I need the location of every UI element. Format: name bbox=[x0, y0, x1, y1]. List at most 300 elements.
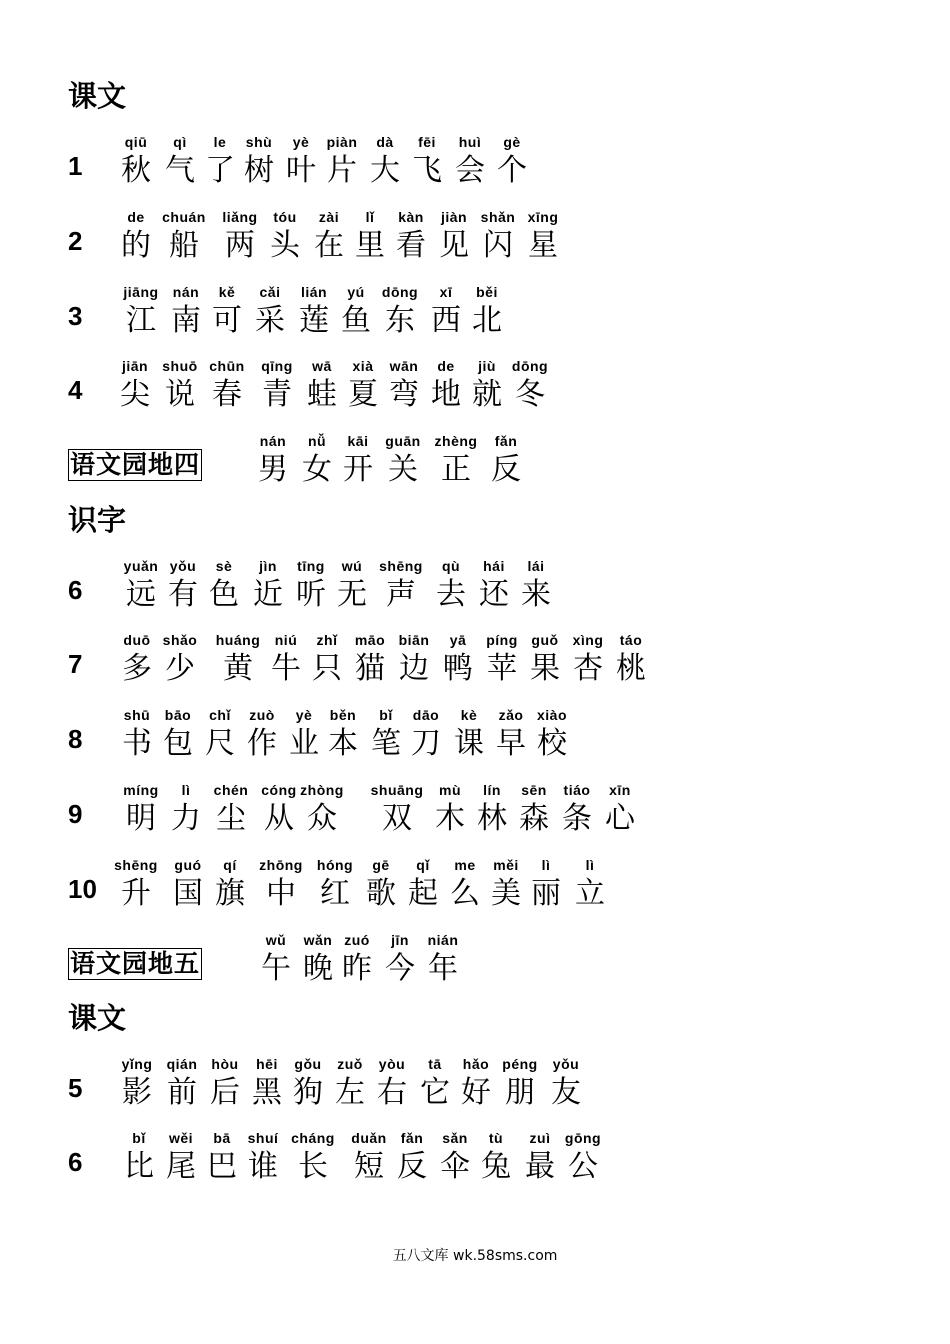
hanzi: 晚 bbox=[303, 951, 333, 986]
pinyin: xīn bbox=[609, 782, 631, 798]
hanzi: 力 bbox=[171, 801, 201, 836]
hanzi: 两 bbox=[225, 228, 255, 263]
hanzi: 它 bbox=[420, 1075, 450, 1110]
hanzi: 北 bbox=[472, 303, 502, 338]
pinyin: wǔ bbox=[265, 932, 287, 948]
hanzi: 弯 bbox=[389, 377, 419, 412]
pinyin: kàn bbox=[398, 209, 424, 225]
pinyin: gǒu bbox=[294, 1056, 322, 1072]
pinyin: hēi bbox=[256, 1056, 278, 1072]
hanzi: 片 bbox=[327, 153, 357, 188]
hanzi: 条 bbox=[562, 801, 592, 836]
hanzi: 春 bbox=[212, 377, 242, 412]
pinyin: zuì bbox=[529, 1130, 551, 1146]
hanzi: 好 bbox=[461, 1075, 491, 1110]
hanzi: 鱼 bbox=[341, 303, 371, 338]
hanzi: 男 bbox=[258, 452, 288, 487]
hanzi: 的 bbox=[121, 228, 151, 263]
lesson-row bbox=[0, 282, 950, 342]
pinyin: zài bbox=[318, 209, 340, 225]
hanzi: 地 bbox=[431, 377, 461, 412]
character-cell bbox=[513, 207, 573, 265]
hanzi: 猫 bbox=[355, 651, 385, 686]
pinyin: hóng bbox=[316, 857, 354, 873]
pinyin: chūn bbox=[209, 358, 245, 374]
hanzi: 业 bbox=[289, 726, 319, 761]
pinyin: běn bbox=[329, 707, 357, 723]
pinyin: chén bbox=[213, 782, 249, 798]
pinyin: yǒu bbox=[169, 558, 197, 574]
pinyin: jìn bbox=[259, 558, 277, 574]
pinyin: hái bbox=[483, 558, 505, 574]
character-cell bbox=[590, 780, 650, 838]
hanzi: 刀 bbox=[411, 726, 441, 761]
pinyin: guó bbox=[174, 857, 202, 873]
hanzi: 影 bbox=[122, 1075, 152, 1110]
lesson-row bbox=[0, 1128, 950, 1188]
pinyin: cóng bbox=[261, 782, 297, 798]
hanzi: 后 bbox=[210, 1075, 240, 1110]
hanzi: 林 bbox=[477, 801, 507, 836]
pinyin: biān bbox=[398, 632, 430, 648]
pinyin: qiū bbox=[124, 134, 148, 150]
hanzi: 船 bbox=[169, 228, 199, 263]
hanzi: 杏 bbox=[573, 651, 603, 686]
pinyin: wǎn bbox=[303, 932, 333, 948]
pinyin: lì bbox=[585, 857, 595, 873]
pinyin: niú bbox=[274, 632, 298, 648]
hanzi: 兔 bbox=[481, 1149, 511, 1184]
lesson-row bbox=[0, 780, 950, 840]
pinyin: qì bbox=[173, 134, 187, 150]
hanzi: 狗 bbox=[293, 1075, 323, 1110]
hanzi: 叶 bbox=[286, 153, 316, 188]
hanzi: 明 bbox=[126, 801, 156, 836]
hanzi: 桃 bbox=[616, 651, 646, 686]
pinyin: xīng bbox=[527, 209, 559, 225]
pinyin: péng bbox=[502, 1056, 538, 1072]
hanzi: 近 bbox=[253, 577, 283, 612]
hanzi: 友 bbox=[551, 1075, 581, 1110]
hanzi: 公 bbox=[568, 1149, 598, 1184]
pinyin: shū bbox=[123, 707, 151, 723]
hanzi: 美 bbox=[491, 876, 521, 911]
character-cell bbox=[482, 132, 542, 190]
character-cell bbox=[150, 630, 210, 688]
hanzi: 女 bbox=[302, 452, 332, 487]
hanzi: 莲 bbox=[299, 303, 329, 338]
hanzi: 来 bbox=[521, 577, 551, 612]
pinyin: píng bbox=[486, 632, 518, 648]
pinyin: shuō bbox=[162, 358, 198, 374]
pinyin: nán bbox=[172, 284, 200, 300]
character-cell bbox=[601, 630, 661, 688]
pinyin: lái bbox=[527, 558, 545, 574]
hanzi: 闪 bbox=[483, 228, 513, 263]
pinyin: dōng bbox=[381, 284, 419, 300]
hanzi: 众 bbox=[307, 801, 337, 836]
character-cell bbox=[536, 1054, 596, 1112]
pinyin: yòu bbox=[378, 1056, 406, 1072]
pinyin: yā bbox=[449, 632, 467, 648]
pinyin: cǎi bbox=[259, 284, 281, 300]
hanzi: 冬 bbox=[515, 377, 545, 412]
pinyin: tóu bbox=[273, 209, 297, 225]
pinyin: zuó bbox=[344, 932, 370, 948]
hanzi: 多 bbox=[122, 651, 152, 686]
section-heading: 课文 bbox=[68, 1001, 127, 1035]
pinyin: tiáo bbox=[563, 782, 591, 798]
pinyin: nǚ bbox=[307, 433, 327, 449]
hanzi: 少 bbox=[165, 651, 195, 686]
hanzi: 长 bbox=[298, 1149, 328, 1184]
pinyin: kāi bbox=[347, 433, 369, 449]
hanzi: 色 bbox=[209, 577, 239, 612]
pinyin: fǎn bbox=[494, 433, 518, 449]
character-cell bbox=[506, 556, 566, 614]
hanzi: 去 bbox=[436, 577, 466, 612]
hanzi: 最 bbox=[525, 1149, 555, 1184]
pinyin: měi bbox=[493, 857, 519, 873]
pinyin: qí bbox=[223, 857, 237, 873]
pinyin: tīng bbox=[297, 558, 325, 574]
pinyin: guān bbox=[385, 433, 421, 449]
pinyin: qù bbox=[441, 558, 461, 574]
character-cell bbox=[500, 356, 560, 414]
hanzi: 头 bbox=[270, 228, 300, 263]
pinyin: dà bbox=[376, 134, 394, 150]
hanzi: 升 bbox=[121, 876, 151, 911]
pinyin: zǎo bbox=[498, 707, 524, 723]
hanzi: 只 bbox=[312, 651, 342, 686]
pinyin: duō bbox=[123, 632, 151, 648]
character-cell bbox=[522, 705, 582, 763]
pinyin: bǐ bbox=[132, 1130, 146, 1146]
hanzi: 朋 bbox=[505, 1075, 535, 1110]
hanzi: 夏 bbox=[348, 377, 378, 412]
boxed-section-label: 语文园地五 bbox=[70, 949, 201, 978]
pinyin: dōng bbox=[511, 358, 549, 374]
pinyin: lín bbox=[483, 782, 501, 798]
hanzi: 黑 bbox=[252, 1075, 282, 1110]
pinyin: lǐ bbox=[365, 209, 375, 225]
hanzi: 边 bbox=[399, 651, 429, 686]
hanzi: 飞 bbox=[412, 153, 442, 188]
pinyin: zhèng bbox=[434, 433, 478, 449]
section-label-row bbox=[0, 930, 950, 990]
hanzi: 前 bbox=[167, 1075, 197, 1110]
section-heading: 课文 bbox=[68, 79, 127, 113]
boxed-section-label: 语文园地四 bbox=[70, 450, 201, 479]
pinyin: míng bbox=[123, 782, 159, 798]
character-cell bbox=[106, 855, 166, 913]
pinyin: māo bbox=[354, 632, 386, 648]
pinyin: le bbox=[213, 134, 227, 150]
pinyin: qián bbox=[166, 1056, 198, 1072]
hanzi: 谁 bbox=[248, 1149, 278, 1184]
hanzi: 蛙 bbox=[307, 377, 337, 412]
pinyin: guǒ bbox=[531, 632, 559, 648]
hanzi: 包 bbox=[163, 726, 193, 761]
hanzi: 江 bbox=[126, 303, 156, 338]
pinyin: wěi bbox=[168, 1130, 194, 1146]
pinyin: kě bbox=[218, 284, 236, 300]
lesson-number: 4 bbox=[68, 375, 83, 405]
pinyin: duǎn bbox=[351, 1130, 387, 1146]
hanzi: 尘 bbox=[216, 801, 246, 836]
character-cell bbox=[413, 930, 473, 988]
pinyin: lì bbox=[541, 857, 551, 873]
hanzi: 红 bbox=[320, 876, 350, 911]
hanzi: 旗 bbox=[215, 876, 245, 911]
pinyin: chǐ bbox=[209, 707, 231, 723]
pinyin: me bbox=[454, 857, 476, 873]
character-cell bbox=[560, 855, 620, 913]
hanzi: 今 bbox=[385, 951, 415, 986]
hanzi: 会 bbox=[455, 153, 485, 188]
pinyin: wān bbox=[389, 358, 419, 374]
hanzi: 有 bbox=[168, 577, 198, 612]
hanzi: 双 bbox=[382, 801, 412, 836]
hanzi: 里 bbox=[355, 228, 385, 263]
lesson-number: 2 bbox=[68, 226, 83, 256]
pinyin: yǐng bbox=[121, 1056, 153, 1072]
pinyin: tā bbox=[428, 1056, 442, 1072]
character-cell bbox=[251, 855, 311, 913]
character-cell bbox=[154, 207, 214, 265]
hanzi: 南 bbox=[171, 303, 201, 338]
lesson-number: 6 bbox=[68, 1147, 83, 1177]
pinyin: sēn bbox=[521, 782, 547, 798]
lesson-row bbox=[0, 855, 950, 915]
lesson-number: 10 bbox=[68, 874, 97, 904]
hanzi: 歌 bbox=[366, 876, 396, 911]
pinyin: zuǒ bbox=[337, 1056, 363, 1072]
pinyin: shēng bbox=[114, 857, 158, 873]
hanzi: 可 bbox=[212, 303, 242, 338]
hanzi: 作 bbox=[247, 726, 277, 761]
pinyin: yú bbox=[347, 284, 365, 300]
pinyin: jiàn bbox=[440, 209, 468, 225]
hanzi: 苹 bbox=[487, 651, 517, 686]
lesson-row bbox=[0, 207, 950, 267]
pinyin: zhòng bbox=[300, 782, 344, 798]
hanzi: 牛 bbox=[271, 651, 301, 686]
hanzi: 年 bbox=[428, 951, 458, 986]
hanzi: 立 bbox=[575, 876, 605, 911]
pinyin: dāo bbox=[412, 707, 440, 723]
hanzi: 就 bbox=[472, 377, 502, 412]
pinyin: shǎn bbox=[480, 209, 516, 225]
hanzi: 午 bbox=[261, 951, 291, 986]
hanzi: 伞 bbox=[440, 1149, 470, 1184]
pinyin: jiān bbox=[121, 358, 149, 374]
pinyin: hòu bbox=[211, 1056, 239, 1072]
pinyin: jiāng bbox=[123, 284, 159, 300]
hanzi: 个 bbox=[497, 153, 527, 188]
hanzi: 书 bbox=[122, 726, 152, 761]
pinyin: táo bbox=[619, 632, 643, 648]
pinyin: zhǐ bbox=[316, 632, 338, 648]
pinyin: de bbox=[437, 358, 455, 374]
pinyin: gē bbox=[372, 857, 390, 873]
lesson-number: 5 bbox=[68, 1073, 83, 1103]
hanzi: 声 bbox=[386, 577, 416, 612]
pinyin: fǎn bbox=[400, 1130, 424, 1146]
lesson-number: 8 bbox=[68, 724, 83, 754]
pinyin: qīng bbox=[261, 358, 293, 374]
hanzi: 远 bbox=[126, 577, 156, 612]
pinyin: wú bbox=[341, 558, 363, 574]
pinyin: yǒu bbox=[552, 1056, 580, 1072]
lesson-number: 9 bbox=[68, 799, 83, 829]
pinyin: lián bbox=[300, 284, 328, 300]
pinyin: qǐ bbox=[416, 857, 430, 873]
character-cell bbox=[553, 1128, 613, 1186]
hanzi: 尖 bbox=[120, 377, 150, 412]
character-cell bbox=[373, 431, 433, 489]
hanzi: 校 bbox=[537, 726, 567, 761]
hanzi: 起 bbox=[408, 876, 438, 911]
hanzi: 无 bbox=[337, 577, 367, 612]
footer-watermark: 五八文库 wk.58sms.com bbox=[392, 1248, 558, 1264]
lesson-number: 3 bbox=[68, 301, 83, 331]
hanzi: 关 bbox=[388, 452, 418, 487]
hanzi: 说 bbox=[165, 377, 195, 412]
section-heading: 识字 bbox=[68, 503, 127, 537]
hanzi: 正 bbox=[441, 452, 471, 487]
lesson-row bbox=[0, 630, 950, 690]
hanzi: 采 bbox=[255, 303, 285, 338]
lesson-row bbox=[0, 1054, 950, 1114]
hanzi: 从 bbox=[264, 801, 294, 836]
pinyin: zuò bbox=[249, 707, 275, 723]
pinyin: huì bbox=[458, 134, 482, 150]
hanzi: 笔 bbox=[371, 726, 401, 761]
hanzi: 东 bbox=[385, 303, 415, 338]
hanzi: 在 bbox=[314, 228, 344, 263]
pinyin: xiào bbox=[536, 707, 567, 723]
hanzi: 看 bbox=[396, 228, 426, 263]
hanzi: 昨 bbox=[342, 951, 372, 986]
lesson-number: 6 bbox=[68, 575, 83, 605]
pinyin: bāo bbox=[164, 707, 192, 723]
hanzi: 大 bbox=[370, 153, 400, 188]
hanzi: 本 bbox=[328, 726, 358, 761]
hanzi: 课 bbox=[454, 726, 484, 761]
pinyin: shuāng bbox=[370, 782, 424, 798]
character-cell bbox=[283, 1128, 343, 1186]
pinyin: tù bbox=[488, 1130, 504, 1146]
pinyin: shēng bbox=[379, 558, 423, 574]
pinyin: de bbox=[127, 209, 145, 225]
pinyin: xìng bbox=[572, 632, 604, 648]
character-cell bbox=[292, 780, 352, 838]
hanzi: 么 bbox=[450, 876, 480, 911]
pinyin: yè bbox=[295, 707, 313, 723]
hanzi: 比 bbox=[124, 1149, 154, 1184]
hanzi: 还 bbox=[479, 577, 509, 612]
hanzi: 木 bbox=[435, 801, 465, 836]
character-cell bbox=[476, 431, 536, 489]
pinyin: shǎo bbox=[162, 632, 198, 648]
hanzi: 果 bbox=[530, 651, 560, 686]
pinyin: gè bbox=[503, 134, 521, 150]
lesson-row bbox=[0, 556, 950, 616]
lesson-number: 7 bbox=[68, 649, 83, 679]
hanzi: 秋 bbox=[121, 153, 151, 188]
hanzi: 尾 bbox=[166, 1149, 196, 1184]
hanzi: 心 bbox=[605, 801, 635, 836]
hanzi: 中 bbox=[266, 876, 296, 911]
lesson-row bbox=[0, 705, 950, 765]
hanzi: 反 bbox=[397, 1149, 427, 1184]
hanzi: 早 bbox=[496, 726, 526, 761]
pinyin: jiù bbox=[478, 358, 496, 374]
pinyin: nián bbox=[427, 932, 459, 948]
pinyin: bā bbox=[213, 1130, 231, 1146]
pinyin: gōng bbox=[564, 1130, 602, 1146]
pinyin: huáng bbox=[215, 632, 261, 648]
pinyin: shuí bbox=[247, 1130, 279, 1146]
pinyin: shù bbox=[245, 134, 273, 150]
pinyin: chuán bbox=[162, 209, 206, 225]
pinyin: zhōng bbox=[259, 857, 303, 873]
pinyin: kè bbox=[460, 707, 478, 723]
hanzi: 鸭 bbox=[443, 651, 473, 686]
hanzi: 见 bbox=[439, 228, 469, 263]
lesson-number: 1 bbox=[68, 151, 83, 181]
pinyin: xià bbox=[352, 358, 374, 374]
pinyin: jīn bbox=[391, 932, 409, 948]
pinyin: hǎo bbox=[462, 1056, 490, 1072]
pinyin: piàn bbox=[326, 134, 358, 150]
hanzi: 气 bbox=[165, 153, 195, 188]
hanzi: 青 bbox=[262, 377, 292, 412]
hanzi: 巴 bbox=[207, 1149, 237, 1184]
hanzi: 右 bbox=[377, 1075, 407, 1110]
pinyin: sǎn bbox=[442, 1130, 468, 1146]
pinyin: wā bbox=[312, 358, 332, 374]
hanzi: 短 bbox=[354, 1149, 384, 1184]
pinyin: bǐ bbox=[379, 707, 393, 723]
character-cell bbox=[367, 780, 427, 838]
pinyin: fēi bbox=[418, 134, 436, 150]
pinyin: běi bbox=[476, 284, 498, 300]
section-label-row bbox=[0, 431, 950, 491]
lesson-row bbox=[0, 356, 950, 416]
pinyin: yè bbox=[292, 134, 310, 150]
hanzi: 树 bbox=[244, 153, 274, 188]
hanzi: 丽 bbox=[531, 876, 561, 911]
hanzi: 尺 bbox=[205, 726, 235, 761]
hanzi: 森 bbox=[519, 801, 549, 836]
pinyin: sè bbox=[215, 558, 233, 574]
pinyin: liǎng bbox=[222, 209, 258, 225]
hanzi: 反 bbox=[491, 452, 521, 487]
hanzi: 国 bbox=[173, 876, 203, 911]
lesson-row bbox=[0, 132, 950, 192]
pinyin: mù bbox=[439, 782, 461, 798]
pinyin: lì bbox=[181, 782, 191, 798]
hanzi: 左 bbox=[335, 1075, 365, 1110]
pinyin: nán bbox=[259, 433, 287, 449]
pinyin: yuǎn bbox=[123, 558, 159, 574]
hanzi: 星 bbox=[528, 228, 558, 263]
pinyin: cháng bbox=[291, 1130, 335, 1146]
pinyin: xī bbox=[439, 284, 453, 300]
hanzi: 了 bbox=[205, 153, 235, 188]
